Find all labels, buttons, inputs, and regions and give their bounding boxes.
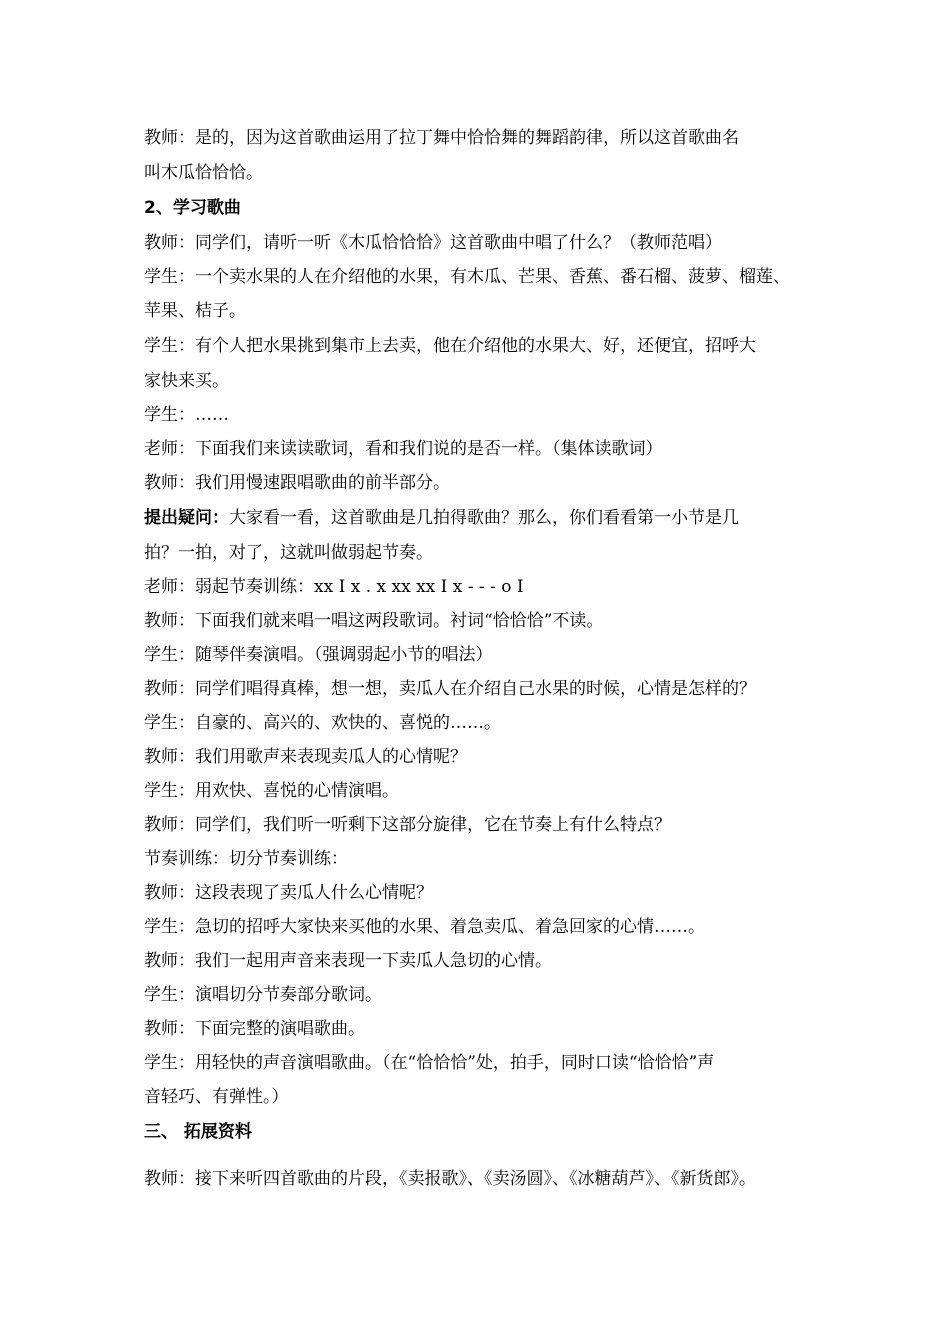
paragraph-line: 教师：接下来听四首歌曲的片段，《卖报歌》、《卖汤圆》、《冰糖葫芦》、《新货郎》。	[144, 1169, 756, 1189]
paragraph-line: 教师：同学们，请听一听《木瓜恰恰恰》这首歌曲中唱了什么？（教师范唱）	[144, 233, 722, 253]
question-label: 提出疑问：	[144, 508, 229, 528]
paragraph-line: 教师：是的，因为这首歌曲运用了拉丁舞中恰恰舞的舞蹈韵律，所以这首歌曲名	[144, 128, 739, 148]
paragraph-line: 学生：急切的招呼大家快来买他的水果、着急卖瓜、着急回家的心情……。	[144, 917, 705, 937]
paragraph-line: 学生：随琴伴奏演唱。（强调弱起小节的唱法）	[144, 645, 493, 665]
paragraph-line: 教师：我们一起用声音来表现一下卖瓜人急切的心情。	[144, 951, 552, 971]
paragraph-line: 家快来买。	[144, 371, 229, 391]
paragraph-line: 学生：自豪的、高兴的、欢快的、喜悦的……。	[144, 713, 501, 733]
section-heading: 三、 拓展资料	[144, 1122, 252, 1142]
rhythm-line: 老师：弱起节奏训练：xx I x . x xx xx I x - - - o I	[144, 577, 524, 597]
paragraph-line: 教师：同学们唱得真棒，想一想，卖瓜人在介绍自己水果的时候，心情是怎样的？	[144, 679, 756, 699]
paragraph-line: 学生：演唱切分节奏部分歌词。	[144, 985, 382, 1005]
paragraph-line: 教师：下面完整的演唱歌曲。	[144, 1019, 365, 1039]
question-text: 大家看一看，这首歌曲是几拍得歌曲？那么，你们看看第一小节是几	[229, 508, 739, 528]
paragraph-line: 教师：我们用歌声来表现卖瓜人的心情呢？	[144, 747, 467, 767]
paragraph-line: 节奏训练：切分节奏训练：	[144, 849, 348, 869]
paragraph-line: 音轻巧、有弹性。）	[144, 1087, 289, 1107]
paragraph-line: 教师：下面我们就来唱一唱这两段歌词。衬词“恰恰恰”不读。	[144, 611, 604, 631]
paragraph-line: 学生：……	[144, 405, 229, 425]
paragraph-line: 学生：有个人把水果挑到集市上去卖，他在介绍他的水果大、好，还便宜，招呼大	[144, 336, 756, 356]
paragraph-line: 教师：这段表现了卖瓜人什么心情呢？	[144, 883, 433, 903]
paragraph-line: 老师：下面我们来读读歌词，看和我们说的是否一样。（集体读歌词）	[144, 439, 663, 459]
paragraph-line: 苹果、桔子。	[144, 301, 246, 321]
paragraph-line: 教师：我们用慢速跟唱歌曲的前半部分。	[144, 473, 450, 493]
section-heading: 2、学习歌曲	[144, 198, 241, 218]
paragraph-line: 学生：用轻快的声音演唱歌曲。（在“恰恰恰”处，拍手，同时口读“恰恰恰”声	[144, 1053, 715, 1073]
paragraph-line: 叫木瓜恰恰恰。	[144, 163, 263, 183]
paragraph-line: 学生：用欢快、喜悦的心情演唱。	[144, 781, 399, 801]
paragraph-line: 教师：同学们，我们听一听剩下这部分旋律，它在节奏上有什么特点？	[144, 815, 671, 835]
paragraph-line: 学生：一个卖水果的人在介绍他的水果，有木瓜、芒果、香蕉、番石榴、菠萝、榴莲、	[144, 267, 790, 287]
paragraph-line	[144, 507, 834, 529]
paragraph-line: 拍？一拍，对了，这就叫做弱起节奏。	[144, 543, 433, 563]
